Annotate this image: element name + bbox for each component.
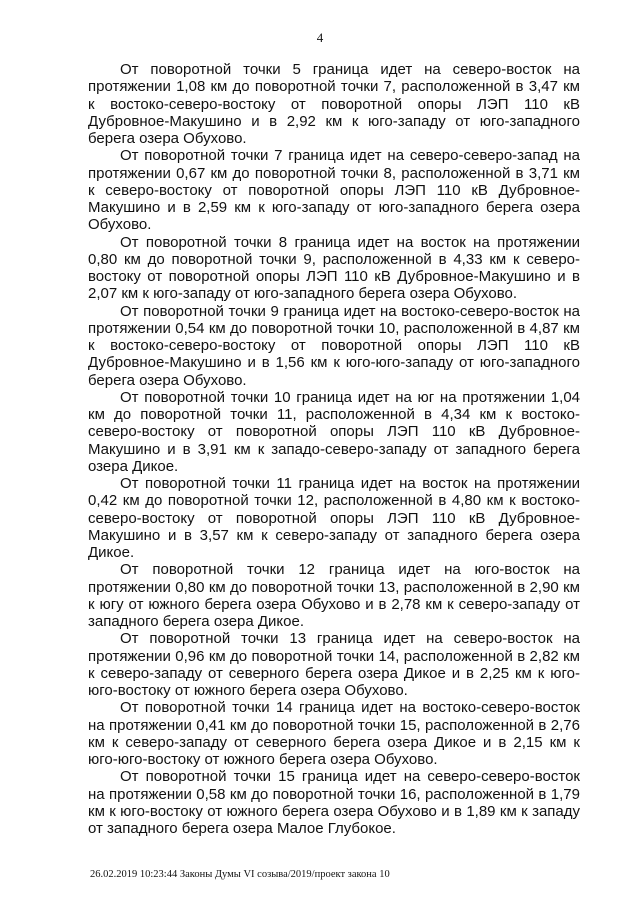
document-footer: 26.02.2019 10:23:44 Законы Думы VI созыва/2019/проект закона 10 [90, 869, 390, 880]
paragraph: От поворотной точки 8 граница идет на восток на протяжении 0,80 км до поворотной точки 9, расположенной в 4,33 км к северо-востоку от поворотной опоры ЛЭП 110 кВ Дубровное-Макушино и в 2,07 км к юго-западу от юго-западного берега озера Обухово. [88, 233, 580, 303]
paragraph: От поворотной точки 5 граница идет на северо-восток на протяжении 1,08 км до поворотной точки 7, расположенной в 3,47 км к востоко-северо-востоку от поворотной опоры ЛЭП 110 кВ Дубровное-Макушино и в 2,92 км к юго-западу от юго-западного берега озера Обухово. [88, 61, 580, 147]
paragraph: От поворотной точки 12 граница идет на юго-восток на протяжении 0,80 км до поворотной точки 13, расположенной в 2,90 км к югу от южного берега озера Обухово и в 2,78 км к северо-западу от западного берега озера Дикое. [88, 561, 580, 630]
paragraph: От поворотной точки 10 граница идет на юг на протяжении 1,04 км до поворотной точки 11, расположенной в 4,34 км к востоко-северо-востоку от поворотной опоры ЛЭП 110 кВ Дубровное-Макушино и в 3,91 км к западо-северо-западу от западного берега озера Дикое. [88, 388, 580, 475]
page-number: 4 [316, 30, 324, 45]
paragraph: От поворотной точки 11 граница идет на восток на протяжении 0,42 км до поворотной точки 12, расположенной в 4,80 км к востоко-северо-востоку от поворотной опоры ЛЭП 110 кВ Дубровное-Макушино и в 3,57 км к северо-западу от западного берега озера Дикое. [88, 475, 580, 561]
paragraph: От поворотной точки 15 граница идет на северо-северо-восток на протяжении 0,58 км до поворотной точки 16, расположенной в 1,79 км к юго-востоку от южного берега озера Обухово и в 1,89 км к западу от западного берега озера Малое Глубокое. [88, 768, 580, 837]
paragraph: От поворотной точки 7 граница идет на северо-северо-запад на протяжении 0,67 км до поворотной точки 8, расположенной в 3,71 км к северо-востоку от поворотной опоры ЛЭП 110 кВ Дубровное-Макушино и в 2,59 км к юго-западу от юго-западного берега озера Обухово. [88, 147, 580, 234]
document-body [88, 61, 580, 837]
paragraph: От поворотной точки 9 граница идет на востоко-северо-восток на протяжении 0,54 км до поворотной точки 10, расположенной в 4,87 км к востоко-северо-востоку от поворотной опоры ЛЭП 110 кВ Дубровное-Макушино и в 1,56 км к юго-юго-западу от юго-западного берега озера Обухово. [88, 302, 580, 389]
paragraph: От поворотной точки 13 граница идет на северо-восток на протяжении 0,96 км до поворотной точки 14, расположенной в 2,82 км к северо-западу от северного берега озера Дикое и в 2,25 км к юго-юго-востоку от южного берега озера Обухово. [88, 630, 580, 699]
paragraph: От поворотной точки 14 граница идет на востоко-северо-восток на протяжении 0,41 км до поворотной точки 15, расположенной в 2,76 км к северо-западу от северного берега озера Дикое и в 2,15 км к юго-юго-востоку от южного берега озера Обухово. [88, 699, 580, 768]
